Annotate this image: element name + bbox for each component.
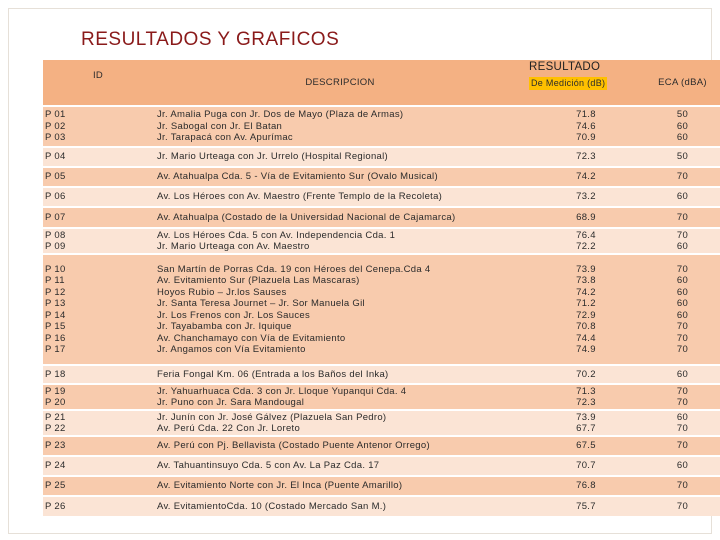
point-id: P 23: [45, 440, 66, 452]
eca-value: 60: [676, 120, 689, 132]
eca-value: 60: [676, 241, 689, 252]
point-id: P 13: [45, 298, 66, 309]
description-line: Jr. Puno con Jr. Sara Mandougal: [157, 397, 305, 408]
table-row: [43, 228, 720, 254]
eca-value: 70: [676, 440, 689, 452]
description-line: Jr. Yahuarhuaca Cda. 3 con Jr. Lloque Yupanqui Cda. 4: [157, 385, 407, 397]
eca-cell: [645, 228, 720, 254]
point-id: P 26: [45, 500, 66, 512]
result-value: 68.9: [576, 211, 596, 223]
point-id-cell: [43, 496, 153, 516]
table-row: [43, 436, 720, 456]
result-value: 73.9: [576, 263, 596, 275]
eca-value: 70: [676, 480, 689, 492]
table-row: [43, 254, 720, 365]
point-id: P 16: [45, 332, 66, 344]
description-line: Feria Fongal Km. 06 (Entrada a los Baños del Inka): [157, 368, 389, 380]
eca-cell: [645, 106, 720, 147]
table-row: [43, 365, 720, 384]
eca-value: 50: [676, 151, 689, 163]
result-cell: [527, 384, 645, 410]
table-row: [43, 496, 720, 516]
point-id-cell: [43, 456, 153, 476]
description-cell: [153, 365, 527, 384]
table-header-row: [43, 60, 720, 106]
result-cell: [527, 187, 645, 207]
eca-cell: [645, 384, 720, 410]
point-id: P 03: [45, 132, 66, 144]
point-id-cell: [43, 410, 153, 436]
description-line: Hoyos Rubio – Jr.los Sauses: [157, 286, 287, 298]
result-value: 70.9: [576, 132, 596, 144]
result-cell: [527, 365, 645, 384]
result-value: 67.7: [576, 423, 596, 434]
eca-cell: [645, 476, 720, 496]
point-id-cell: [43, 106, 153, 147]
eca-cell: [645, 365, 720, 384]
point-id-cell: [43, 167, 153, 187]
point-id: P 22: [45, 423, 66, 434]
description-line: Av. EvitamientoCda. 10 (Costado Mercado San M.): [157, 500, 387, 512]
eca-cell: [645, 496, 720, 516]
eca-value: 70: [676, 263, 689, 275]
result-value: 71.2: [576, 298, 596, 309]
header-id: ID: [43, 60, 153, 106]
eca-cell: [645, 436, 720, 456]
result-cell: [527, 228, 645, 254]
table-row: [43, 106, 720, 147]
point-id-cell: [43, 207, 153, 228]
description-line: Av. Perú Cda. 22 Con Jr. Loreto: [157, 423, 301, 434]
eca-value: 60: [676, 275, 689, 286]
description-line: San Martín de Porras Cda. 19 con Héroes del Cenepa.Cda 4: [157, 263, 431, 275]
description-cell: [153, 167, 527, 187]
description-cell: [153, 496, 527, 516]
point-id-cell: [43, 147, 153, 167]
description-cell: [153, 384, 527, 410]
description-line: Av. Atahualpa (Costado de la Universidad Nacional de Cajamarca): [157, 211, 456, 223]
result-value: 71.8: [576, 109, 596, 121]
description-cell: [153, 476, 527, 496]
result-cell: [527, 436, 645, 456]
description-line: Jr. Tarapacá con Av. Apurímac: [157, 132, 293, 144]
eca-cell: [645, 167, 720, 187]
description-cell: [153, 106, 527, 147]
point-id: P 11: [45, 275, 65, 286]
result-value: 74.6: [576, 120, 596, 132]
point-id-cell: [43, 228, 153, 254]
description-cell: [153, 207, 527, 228]
point-id-cell: [43, 187, 153, 207]
result-value: 70.8: [576, 321, 596, 332]
point-id: P 01: [45, 109, 66, 121]
result-cell: [527, 410, 645, 436]
eca-cell: [645, 187, 720, 207]
result-cell: [527, 167, 645, 187]
header-result-title: RESULTADO: [529, 61, 601, 73]
result-cell: [527, 147, 645, 167]
table-row: [43, 187, 720, 207]
eca-value: 60: [676, 309, 689, 321]
table-row: [43, 207, 720, 228]
description-line: Av. Los Héroes con Av. Maestro (Frente Templo de la Recoleta): [157, 191, 443, 203]
description-line: Av. Chanchamayo con Vía de Evitamiento: [157, 332, 346, 344]
description-line: Jr. Tayabamba con Jr. Iquique: [157, 321, 292, 332]
description-line: Av. Tahuantinsuyo Cda. 5 con Av. La Paz Cda. 17: [157, 460, 380, 472]
header-result: [527, 60, 645, 106]
eca-cell: [645, 410, 720, 436]
eca-value: 60: [676, 132, 689, 144]
eca-cell: [645, 254, 720, 365]
eca-value: 70: [676, 423, 689, 434]
description-line: Jr. Angamos con Vía Evitamiento: [157, 344, 306, 355]
description-cell: [153, 436, 527, 456]
point-id: P 19: [45, 385, 66, 397]
result-value: 70.2: [576, 368, 596, 380]
point-id: P 02: [45, 120, 66, 132]
point-id: P 04: [45, 151, 66, 163]
description-line: Av. Perú con Pj. Bellavista (Costado Puente Antenor Orrego): [157, 440, 430, 452]
result-value: 70.7: [576, 460, 596, 472]
eca-value: 70: [676, 321, 689, 332]
eca-value: 60: [676, 286, 689, 298]
result-value: 71.3: [576, 385, 596, 397]
point-id-cell: [43, 365, 153, 384]
description-line: Av. Los Héroes Cda. 5 con Av. Independencia Cda. 1: [157, 229, 396, 241]
eca-value: 70: [676, 344, 689, 355]
result-value: 74.4: [576, 332, 596, 344]
description-line: Jr. Mario Urteaga con Av. Maestro: [157, 241, 310, 252]
description-line: Jr. Santa Teresa Journet – Jr. Sor Manuela Gil: [157, 298, 365, 309]
point-id: P 08: [45, 229, 66, 241]
result-value: 73.8: [576, 275, 596, 286]
description-cell: [153, 187, 527, 207]
eca-value: 70: [676, 229, 689, 241]
result-value: 72.9: [576, 309, 596, 321]
result-cell: [527, 207, 645, 228]
result-value: 74.2: [576, 171, 596, 183]
table-row: [43, 476, 720, 496]
point-id-cell: [43, 254, 153, 365]
eca-value: 70: [676, 385, 689, 397]
eca-value: 60: [676, 191, 689, 203]
point-id: P 06: [45, 191, 66, 203]
description-line: Av. Atahualpa Cda. 5 - Vía de Evitamiento Sur (Ovalo Musical): [157, 171, 438, 183]
results-table-container: [43, 60, 720, 516]
result-value: 72.2: [576, 241, 596, 252]
result-value: 74.2: [576, 286, 596, 298]
eca-value: 60: [676, 298, 689, 309]
point-id-cell: [43, 436, 153, 456]
result-cell: [527, 476, 645, 496]
result-value: 67.5: [576, 440, 596, 452]
point-id: P 18: [45, 368, 66, 380]
description-cell: [153, 147, 527, 167]
description-line: Av. Evitamiento Norte con Jr. El Inca (Puente Amarillo): [157, 480, 403, 492]
result-value: 73.9: [576, 411, 596, 423]
point-id-cell: [43, 476, 153, 496]
result-value: 75.7: [576, 500, 596, 512]
result-cell: [527, 254, 645, 365]
header-description: DESCRIPCION: [153, 60, 527, 106]
point-id: P 12: [45, 286, 66, 298]
point-id: P 15: [45, 321, 66, 332]
point-id: P 14: [45, 309, 66, 321]
header-eca: ECA (dBA): [645, 60, 720, 106]
result-value: 74.9: [576, 344, 596, 355]
point-id-cell: [43, 384, 153, 410]
point-id: P 24: [45, 460, 66, 472]
eca-cell: [645, 147, 720, 167]
description-line: Jr. Los Frenos con Jr. Los Sauces: [157, 309, 310, 321]
results-table: [43, 60, 720, 516]
page-title: RESULTADOS Y GRAFICOS: [81, 29, 340, 50]
eca-value: 60: [676, 460, 689, 472]
point-id: P 21: [45, 411, 66, 423]
header-result-subtitle: De Medición (dB): [529, 77, 607, 91]
table-row: [43, 147, 720, 167]
description-line: Jr. Junín con Jr. José Gálvez (Plazuela San Pedro): [157, 411, 387, 423]
description-line: Jr. Sabogal con Jr. El Batan: [157, 120, 283, 132]
result-value: 72.3: [576, 151, 596, 163]
result-cell: [527, 106, 645, 147]
description-cell: [153, 456, 527, 476]
eca-cell: [645, 207, 720, 228]
eca-value: 70: [676, 211, 689, 223]
eca-value: 60: [676, 368, 689, 380]
point-id: P 07: [45, 211, 66, 223]
description-cell: [153, 254, 527, 365]
description-cell: [153, 410, 527, 436]
result-cell: [527, 456, 645, 476]
description-line: Jr. Mario Urteaga con Jr. Urrelo (Hospital Regional): [157, 151, 389, 163]
point-id: P 09: [45, 241, 66, 252]
point-id: P 20: [45, 397, 66, 408]
description-line: Av. Evitamiento Sur (Plazuela Las Mascaras): [157, 275, 360, 286]
eca-value: 70: [676, 397, 689, 408]
eca-value: 70: [676, 332, 689, 344]
eca-value: 70: [676, 500, 689, 512]
eca-value: 70: [676, 171, 689, 183]
point-id: P 17: [45, 344, 66, 355]
table-row: [43, 410, 720, 436]
table-row: [43, 384, 720, 410]
eca-cell: [645, 456, 720, 476]
description-line: Jr. Amalia Puga con Jr. Dos de Mayo (Plaza de Armas): [157, 109, 404, 121]
eca-value: 60: [676, 411, 689, 423]
description-cell: [153, 228, 527, 254]
eca-value: 50: [676, 109, 689, 121]
table-row: [43, 167, 720, 187]
point-id: P 10: [45, 263, 66, 275]
table-row: [43, 456, 720, 476]
result-value: 76.8: [576, 480, 596, 492]
table-body: [43, 106, 720, 516]
result-value: 76.4: [576, 229, 596, 241]
result-cell: [527, 496, 645, 516]
point-id: P 05: [45, 171, 66, 183]
point-id: P 25: [45, 480, 66, 492]
result-value: 73.2: [576, 191, 596, 203]
result-value: 72.3: [576, 397, 596, 408]
